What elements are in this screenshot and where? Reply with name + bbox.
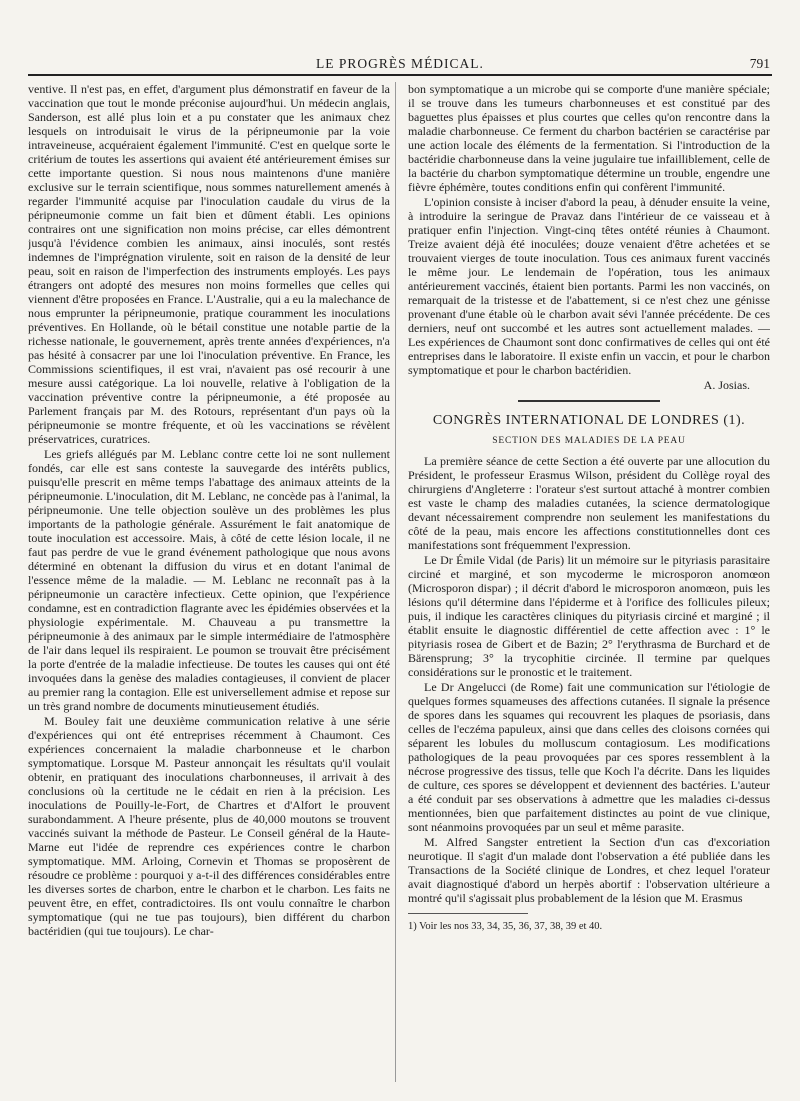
page-header (28, 52, 772, 76)
paragraph: M. Bouley fait une deuxième communication relative à une série d'expériences qui ont été entreprises récemment à Chaumont. Ces expériences concernaient la maladie charbonneuse et le charbon symptomatique. Lorsque M. Pasteur annonçait les résultats qu'il voulait obtenir, en pratiquant des inoculations charbonneuses, il arrivait à des conclusions où la certitude ne le cédait en rien à la précision. Les inoculations de Pouilly-le-Fort, de Chartres et d'Alfort le prouvent surabondamment. A l'heure présente, plus de 40,000 moutons se trouvent vaccinés suivant la méthode de Pasteur. Le Conseil général de la Haute-Marne eut l'idée de reprendre ces expériences contre le charbon symptomatique. MM. Arloing, Cornevin et Thomas se proposèrent de résoudre ce problème : pourquoi y a-t-il des différences considérables entre les diverses sortes de charbon, entre le charbon et le charbon. Les faits ne peuvent être, en effet, contradictoires. Ils ont voulu connaître le charbon symptomatique (qui ne tue pas toujours), bien différent du charbon bactéridien (qui tue toujours). Le char- (28, 714, 390, 938)
journal-title: LE PROGRÈS MÉDICAL. (316, 56, 484, 71)
section-rule (518, 400, 660, 402)
paragraph: L'opinion consiste à inciser d'abord la peau, à dénuder ensuite la veine, à introduire la seringue de Pravaz dans l'intérieur de ce vaisseau et à pratiquer enfin l'injection. Vingt-cinq têtes ontété réunies à Chaumont. Treize avaient déjà été inoculées; douze venaient d'être achetées et se trouvaient vierges de toute inoculation. Tous ces animaux furent vaccinés le même jour. Le lendemain de l'opération, tous les animaux antérieurement vaccinés, étaient bien portants. Parmi les non vaccinés, on remarquait de la tristesse et de l'abattement, si ce n'est chez une génisse provenant d'une étable où le charbon avait sévi l'année précédente. De ces derniers, neuf ont succombé et les autres sont actuellement malades. — Les expériences de Chaumont sont donc confirmatives de celles qui ont été entreprises dans le laboratoire. Il existe enfin un vaccin, et pour le charbon symptomatique et pour le charbon bactéridien. (408, 195, 770, 377)
paragraph: La première séance de cette Section a été ouverte par une allocution du Président, le professeur Erasmus Wilson, président du Collège royal des chirurgiens d'Angleterre : l'orateur s'est surtout attaché à montrer combien est vaste le champ des maladies cutanées, la science dermatologique devant nécessairement comprendre non seulement les manifestations du côté de la peau, mais encore les affections constitutionnelles dont ces manifestations sont fréquemment l'expression. (408, 454, 770, 552)
left-column (28, 82, 390, 1082)
paragraph: M. Alfred Sangster entretient la Section d'un cas d'excoriation neurotique. Il s'agit d'un malade dont l'observation a été publiée dans les Transactions de la Société clinique de Londres, et chez lequel l'orateur avait diagnostiqué d'abord un herpès abortif : l'observation ultérieure a montré qu'il s'agissait plus probablement de la lésion que M. Erasmus (408, 835, 770, 905)
header-rule (28, 74, 772, 76)
section-subtitle: SECTION DES MALADIES DE LA PEAU (492, 436, 686, 446)
paragraph: bon symptomatique a un microbe qui se comporte d'une manière spéciale; il se trouve dans les tumeurs charbonneuses et est constitué par des baguettes plus épaisses et plus courtes que celles qu'on rencontre dans la maladie charbonneuse. Ce ferment du charbon bactérien se caractérise par une action locale des éléments de la fermentation. Si l'introduction de la bactéridie charbonneuse dans la veine jugulaire tue infailliblement, celle de la bactérie du charbon symptomatique détermine un trouble, engendre une fièvre éphémère, toutes conditions enfin qui confèrent l'immunité. (408, 82, 770, 194)
section-title: CONGRÈS INTERNATIONAL DE LONDRES (1). (432, 413, 746, 428)
author-signature: A. Josias. (703, 378, 750, 392)
page-number: 791 (749, 56, 770, 71)
footnote-rule (408, 913, 528, 914)
column-divider (395, 82, 396, 1082)
paragraph: ventive. Il n'est pas, en effet, d'argument plus démonstratif en faveur de la vaccination que tout le monde préconise aujourd'hui. Un médecin anglais, Sanderson, est allé plus loin et a pu constater que les animaux chez lesquels on introduisait le virus de la péripneumonie par la voie intraveineuse, acquéraient également l'immunité. C'est en quelque sorte le critérium de toutes les assertions qui avaient été antérieurement émises sur cette importante question. Si nous nous maintenons d'une manière exclusive sur le terrain scientifique, nous sommes naturellement amenés à regarder l'immunité acquise par l'inoculation caudale du virus de la péripneumonie comme un fait bien et dûment établi. Les opinions contraires ont une signification non moins précise, car elles démontrent jusqu'à l'évidence combien les animaux, ainsi inoculés, sont restés indemnes de l'imprégnation virulente, soit en raison de la densité de leur peau, soit en raison de l'imperfection des instruments employés. Les pays étrangers ont adopté des mesures non moins formelles que celles qui viennent d'être proposées en France. L'Australie, qui a eu la malechance de nous emprunter la péripneumonie, pratique couramment les inoculations préventives. En Hollande, où le bétail constitue une notable partie de la richesse nationale, le gouvernement, après trente années d'expériences, n'a pas hésité à consacrer par une loi l'inoculation préventive. En France, les Commissions scientifiques, il est vrai, n'avaient pas osé recourir à une mesure aussi catégorique. La loi nouvelle, relative à l'obligation de la vaccination préventive contre la péripneumonie, a été proposée au Parlement français par M. des Rotours, représentant d'un pays où la péripneumonie se montre fréquente, et où les vaccinations se révèlent préservatrices, curatrices. (28, 82, 390, 446)
footnote: 1) Voir les nos 33, 34, 35, 36, 37, 38, 39 et 40. (408, 921, 603, 932)
right-column (408, 82, 770, 1082)
paragraph: Le Dr Émile Vidal (de Paris) lit un mémoire sur le pityriasis parasitaire circiné et marginé, et son mycoderme le microsporon anomœon (Microsporon dispar) ; il décrit d'abord le microsporon anomœon, puis les lésions qu'il détermine dans l'épiderme et à l'orifice des follicules pileux; puis, il indique les caractères cliniques du pityriasis circiné et marginé ; il établit ensuite le diagnostic différentiel de cette affection avec : 1° le pityriasis rosea de Gibert et de Bazin; 2° l'erythrasma de Burchard et de Bärensprung; 3° la trycophitie circinée. Il termine par quelques considérations sur le pronostic et le traitement. (408, 553, 770, 679)
paragraph: Les griefs allégués par M. Leblanc contre cette loi ne sont nullement fondés, car elle est sans conteste la sauvegarde des intérêts publics, puisqu'elle prescrit en même temps l'abattage des animaux atteints de la péripneumonie. L'inoculation, dit M. Leblanc, ne concède pas à l'animal, la péripneumonie. Une telle objection soulève un des problèmes les plus importants de la pathologie générale. Assurément le fait anatomique de toute inoculation est accessoire. Mais, à côté de cette lésion locale, il ne faut pas perdre de vue le grand événement pathologique que nous avons déterminé en obtenant la diffusion du virus et en dotant l'animal de l'essence même de la maladie. — M. Leblanc ne reconnaît pas à la péripneumonie un caractère infectieux. Cette opinion, que l'expérience condamne, est en contradiction flagrante avec les épidémies observées et la physiologie expérimentale. M. Chauveau a pu transmettre la péripneumonie à des animaux par le simple intermédiaire de l'atmosphère de l'air dans lequel ils respiraient. Le poumon se trouvait être précisément la porte d'entrée de la maladie infectieuse. De toutes les causes qui ont été invoquées dans la genèse des maladies contagieuses, il convient de placer au premier rang la contagion. Elle est universellement admise et repose sur un très grand nombre de documents minutieusement étudiés. (28, 447, 390, 713)
paragraph: Le Dr Angelucci (de Rome) fait une communication sur l'étiologie de quelques formes squameuses des affections cutanées. Il signale la présence de spores dans les squames qui recouvrent les plaques de psoriasis, dans celles de l'eczéma papuleux, ainsi que dans celles des cloisons cornées qui séparent les lobules du molluscum contagiosum. Les modifications pathologiques de la peau provoquées par ces spores ressemblent à la nécrose progressive des tissus, telle que Koch l'a décrite. Dans les liquides de culture, ces spores se développent et deviennent des bactéries. L'auteur a été conduit par ses observations à admettre que les maladies ci-dessus mentionnées, bien que parfaitement distinctes au point de vue clinique, sont néanmoins provoquées par un seul et même parasite. (408, 680, 770, 834)
